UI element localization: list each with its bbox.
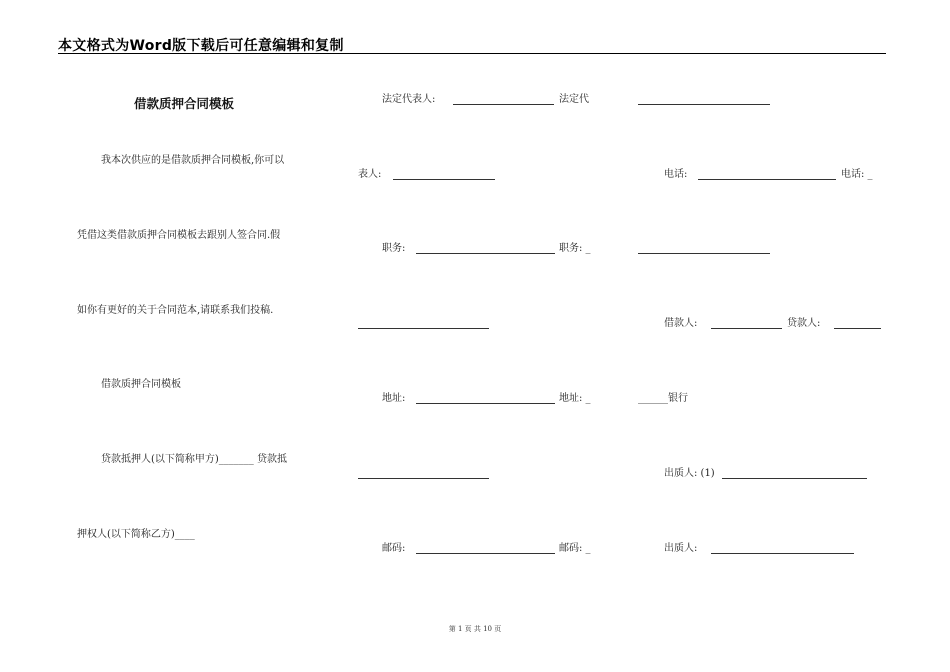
address-blank [416, 403, 555, 404]
bank-label: ______银行 [638, 393, 688, 404]
address-label-2: 地址: _ [559, 393, 591, 404]
blank-line-right-1 [638, 104, 770, 105]
postcode-label-2: 邮码: _ [559, 543, 591, 554]
legal-rep-label: 法定代表人: [382, 94, 436, 105]
position-label-2: 职务: _ [559, 243, 591, 254]
paragraph-6: 押权人(以下简称乙方)____ [77, 529, 195, 540]
position-blank [416, 253, 555, 254]
position-label: 职务: [382, 243, 406, 254]
blank-line-mid-2 [358, 478, 489, 479]
pledgor-label-2: 出质人: [664, 543, 698, 554]
paragraph-2: 凭借这类借款质押合同模板去跟别人签合同.假 [77, 230, 281, 241]
paragraph-3: 如你有更好的关于合同范本,请联系我们投稿. [77, 305, 274, 316]
phone-label: 电话: [664, 169, 688, 180]
phone-blank [698, 179, 836, 180]
legal-rep-split-label: 法定代 [559, 94, 589, 105]
lender-blank [834, 328, 881, 329]
header-rule [58, 53, 886, 54]
document-header: 本文格式为Word版下载后可任意编辑和复制 [58, 38, 344, 54]
pledgor-blank [722, 478, 867, 479]
rep-person-blank [393, 179, 495, 180]
paragraph-5: 贷款抵押人(以下简称甲方)_______ 贷款抵 [101, 454, 287, 465]
postcode-blank [416, 553, 555, 554]
pledgor-label: 出质人: (1) [664, 468, 715, 479]
borrower-blank [711, 328, 782, 329]
rep-person-label: 表人: [358, 169, 382, 180]
legal-rep-blank [453, 104, 554, 105]
postcode-label: 邮码: [382, 543, 406, 554]
blank-line-mid-1 [358, 328, 489, 329]
document-title: 借款质押合同模板 [134, 96, 235, 111]
pledgor-blank-2 [711, 553, 854, 554]
phone-label-2: 电话: _ [841, 169, 873, 180]
lender-label: 贷款人: [787, 318, 821, 329]
paragraph-1: 我本次供应的是借款质押合同模板,你可以 [101, 155, 285, 166]
borrower-label: 借款人: [664, 318, 698, 329]
blank-line-right-2 [638, 253, 770, 254]
section-heading: 借款质押合同模板 [101, 379, 181, 390]
page-footer: 第 1 页 共 10 页 [448, 625, 502, 633]
address-label: 地址: [382, 393, 406, 404]
